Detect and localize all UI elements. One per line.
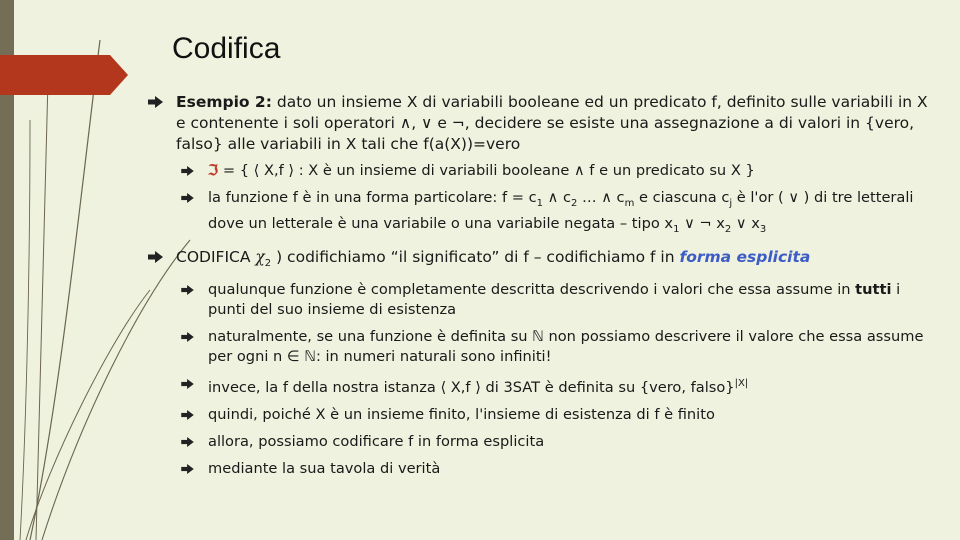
bullet-invece bbox=[148, 374, 928, 398]
invece-text: invece, la f della nostra istanza ⟨ X,f ⟩ di 3SAT è definita su {vero, falso} bbox=[208, 378, 735, 396]
example-label: Esempio 2: bbox=[176, 93, 272, 111]
slide-title: Codifica bbox=[172, 32, 281, 65]
title-tab bbox=[0, 55, 128, 95]
form-text-g: ∨ x bbox=[731, 214, 760, 232]
arrow-right-icon bbox=[181, 459, 201, 479]
form-text-a: la funzione f è in una forma particolare: f = c bbox=[208, 189, 537, 206]
example-text: dato un insieme X di variabili booleane ed un predicato f, definito sulle variabili in X e contenente i soli operatori ∧, ∨ e ¬, decidere se esiste una assegnazione a di valori in {vero, falso} alle variabili in X tali che f(a(X))=vero bbox=[176, 93, 928, 153]
bullet-naturalmente bbox=[148, 327, 928, 367]
form-text-b: ∧ c bbox=[543, 189, 571, 206]
form-text-f: ∨ ¬ x bbox=[679, 214, 725, 232]
slide-content bbox=[148, 92, 928, 486]
invece-sup: |X| bbox=[734, 377, 749, 389]
form-text-e: è l'or ( ∨ ) di tre letterali dove un letterale è una variabile o una variabile negata – tipo x bbox=[208, 189, 914, 232]
form-sub-x3: 3 bbox=[759, 223, 767, 235]
form-sub-x2: 2 bbox=[724, 223, 732, 235]
qualunque-text-b: i punti del suo insieme di esistenza bbox=[208, 280, 901, 318]
bullet-mediante bbox=[148, 459, 928, 479]
set-definition: = { ⟨ X,f ⟩ : X è un insieme di variabili booleane ∧ f e un predicato su X } bbox=[218, 162, 755, 179]
arrow-right-icon bbox=[181, 280, 201, 300]
naturalmente-text: naturalmente, se una funzione è definita su ℕ non possiamo descrivere il valore che essa assume per ogni n ∈ ℕ: in numeri naturali sono infiniti! bbox=[208, 327, 924, 365]
form-text-c: … ∧ c bbox=[577, 189, 625, 206]
arrow-right-icon bbox=[148, 247, 168, 267]
arrow-right-icon bbox=[148, 92, 168, 112]
forma-esplicita-text: forma esplicita bbox=[679, 247, 811, 266]
mediante-text: mediante la sua tavola di verità bbox=[208, 459, 441, 477]
arrow-right-icon bbox=[181, 327, 201, 347]
bullet-qualunque bbox=[148, 280, 928, 320]
bullet-quindi bbox=[148, 405, 928, 425]
arrow-right-icon bbox=[181, 188, 201, 208]
form-text-d: e ciascuna c bbox=[634, 189, 730, 206]
form-sub-j: j bbox=[729, 197, 733, 209]
codifica-text-a: CODIFICA bbox=[176, 247, 256, 266]
allora-text: allora, possiamo codificare f in forma esplicita bbox=[208, 432, 545, 450]
qualunque-bold: tutti bbox=[855, 280, 892, 298]
chi-sub: 2 bbox=[264, 257, 272, 269]
qualunque-text-a: qualunque funzione è completamente descritta descrivendo i valori che essa assume in bbox=[208, 280, 856, 298]
arrow-right-icon bbox=[181, 432, 201, 452]
bullet-esempio bbox=[148, 92, 928, 155]
bullet-set-definition bbox=[148, 161, 928, 181]
form-sub-x1: 1 bbox=[673, 223, 680, 235]
codifica-text-b: ) codifichiamo “il significato” di f – codifichiamo f in bbox=[271, 247, 680, 266]
chi-symbol: χ bbox=[255, 247, 265, 266]
form-sub-2: 2 bbox=[570, 197, 578, 209]
bullet-allora bbox=[148, 432, 928, 452]
arrow-right-icon bbox=[181, 374, 201, 394]
arrow-right-icon bbox=[181, 161, 201, 181]
set-symbol: ℑ bbox=[208, 162, 219, 179]
bullet-form bbox=[148, 188, 928, 240]
quindi-text: quindi, poiché X è un insieme finito, l'insieme di esistenza di f è finito bbox=[208, 405, 715, 423]
form-sub-1: 1 bbox=[536, 197, 543, 209]
form-sub-m: m bbox=[624, 197, 635, 209]
arrow-right-icon bbox=[181, 405, 201, 425]
bullet-codifica bbox=[148, 247, 928, 274]
